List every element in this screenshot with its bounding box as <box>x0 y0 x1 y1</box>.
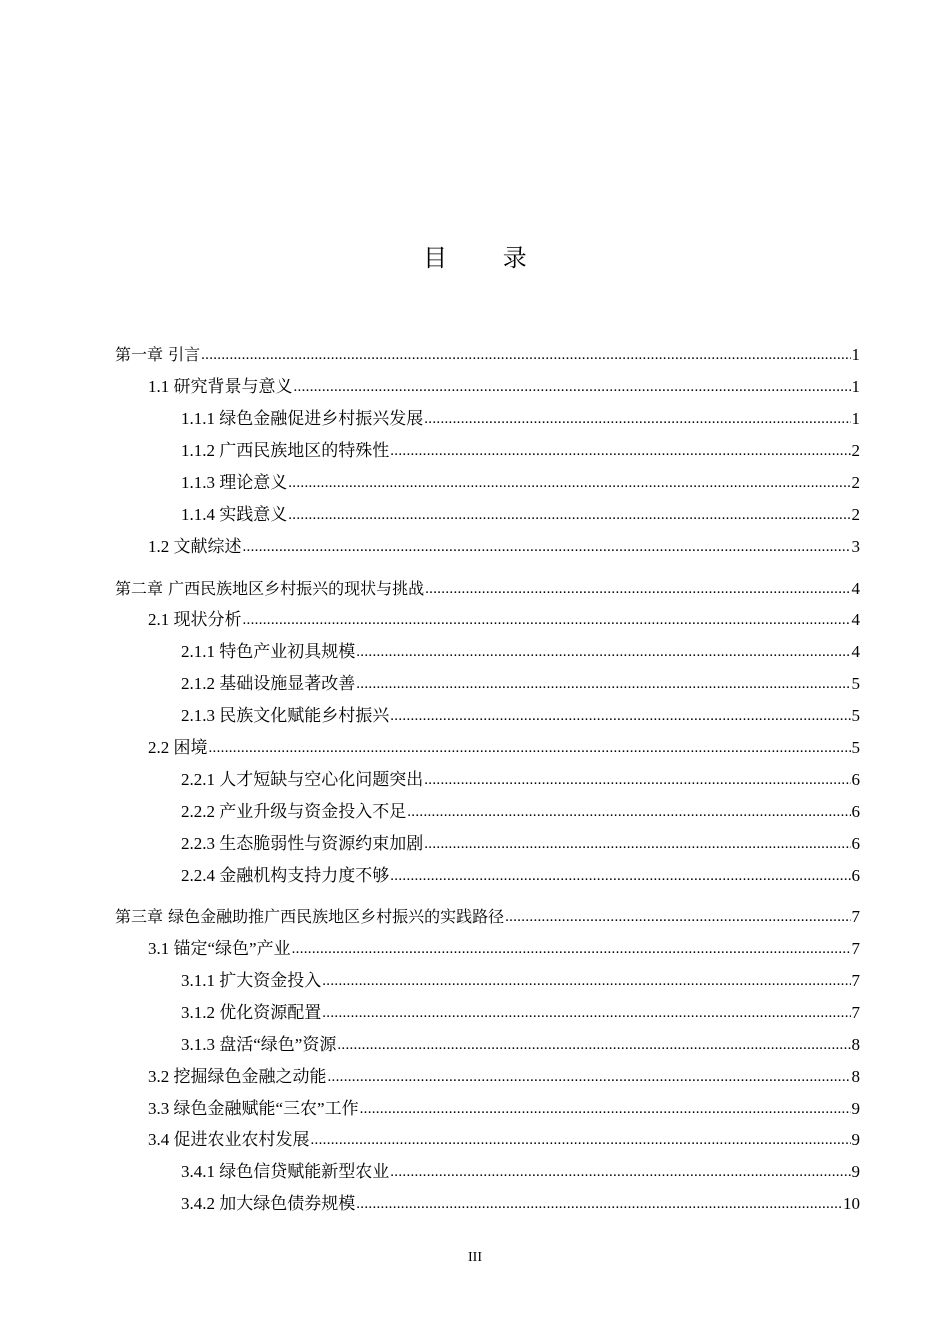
toc-label: 第一章 引言 <box>115 345 201 364</box>
toc-page-number: 6 <box>851 770 860 789</box>
leader-dots <box>243 607 851 633</box>
toc-label: 3.1 锚定“绿色”产业 <box>148 939 291 958</box>
leader-dots <box>356 671 850 697</box>
toc-page-number: 3 <box>851 537 860 556</box>
leader-dots <box>505 904 850 930</box>
toc-label: 3.3 绿色金融赋能“三农”工作 <box>148 1099 359 1118</box>
leader-dots <box>407 799 850 825</box>
toc-entry-chapter-1[interactable] <box>115 342 860 368</box>
leader-dots <box>360 1096 851 1122</box>
toc-label: 2.1 现状分析 <box>148 610 242 629</box>
leader-dots <box>328 1064 851 1090</box>
toc-page-number: 6 <box>851 802 860 821</box>
toc-label: 1.1.2 广西民族地区的特殊性 <box>181 441 390 460</box>
toc-entry-3-4[interactable] <box>148 1127 860 1153</box>
leader-dots <box>201 342 850 368</box>
leader-dots <box>311 1127 851 1153</box>
toc-label: 2.2.3 生态脆弱性与资源约束加剧 <box>181 834 424 853</box>
toc-label: 1.1.4 实践意义 <box>181 505 288 524</box>
leader-dots <box>390 703 850 729</box>
leader-dots <box>322 968 850 994</box>
page-title: 目 录 <box>423 244 551 272</box>
toc-label: 3.1.1 扩大资金投入 <box>181 971 322 990</box>
toc-entry-3-1-1[interactable] <box>181 968 860 994</box>
toc-label: 2.2.1 人才短缺与空心化问题突出 <box>181 770 424 789</box>
toc-entry-3-1[interactable] <box>148 936 860 962</box>
toc-label: 3.4.2 加大绿色债券规模 <box>181 1194 356 1213</box>
toc-page-number: 2 <box>851 505 860 524</box>
toc-page-number: 4 <box>851 610 860 629</box>
leader-dots <box>424 767 850 793</box>
toc-label: 3.4 促进农业农村发展 <box>148 1130 310 1149</box>
toc-entry-3-1-2[interactable] <box>181 1000 860 1026</box>
toc-entry-1-1-1[interactable] <box>181 406 860 432</box>
toc-page-number: 9 <box>851 1099 860 1118</box>
toc-page-number: 10 <box>843 1194 860 1213</box>
toc-entry-3-2[interactable] <box>148 1064 860 1090</box>
toc-page-number: 7 <box>851 971 860 990</box>
toc-label: 1.2 文献综述 <box>148 537 242 556</box>
toc-entry-chapter-2[interactable] <box>115 576 860 602</box>
leader-dots <box>356 639 850 665</box>
leader-dots <box>390 1159 850 1185</box>
leader-dots <box>390 438 850 464</box>
toc-entry-2-2[interactable] <box>148 735 860 761</box>
toc-entry-3-4-1[interactable] <box>181 1159 860 1185</box>
toc-page-number: 5 <box>851 674 860 693</box>
toc-label: 2.2.4 金融机构支持力度不够 <box>181 866 390 885</box>
toc-entry-2-2-3[interactable] <box>181 831 860 857</box>
leader-dots <box>356 1191 842 1217</box>
toc-page-number: 7 <box>851 939 860 958</box>
toc-entry-2-2-4[interactable] <box>181 863 860 889</box>
toc-page-number: 9 <box>851 1162 860 1181</box>
toc-label: 1.1 研究背景与意义 <box>148 377 293 396</box>
toc-label: 2.1.1 特色产业初具规模 <box>181 642 356 661</box>
toc-label: 3.4.1 绿色信贷赋能新型农业 <box>181 1162 390 1181</box>
toc-page-number: 6 <box>851 834 860 853</box>
toc-page-number: 9 <box>851 1130 860 1149</box>
toc-page-number: 4 <box>851 642 860 661</box>
toc-label: 1.1.1 绿色金融促进乡村振兴发展 <box>181 409 424 428</box>
toc-label: 3.1.2 优化资源配置 <box>181 1003 322 1022</box>
toc-entry-chapter-3[interactable] <box>115 904 860 930</box>
toc-entry-3-3[interactable] <box>148 1096 860 1122</box>
toc-entry-3-4-2[interactable] <box>181 1191 860 1217</box>
toc-entry-1-2[interactable] <box>148 534 860 560</box>
toc-page-number: 7 <box>851 1003 860 1022</box>
leader-dots <box>294 374 851 400</box>
toc-label: 2.1.2 基础设施显著改善 <box>181 674 356 693</box>
toc-page-number: 7 <box>851 907 860 926</box>
toc-entry-1-1-2[interactable] <box>181 438 860 464</box>
toc-page-number: 8 <box>851 1035 860 1054</box>
leader-dots <box>337 1032 850 1058</box>
toc-label: 3.2 挖掘绿色金融之动能 <box>148 1067 327 1086</box>
toc-entry-3-1-3[interactable] <box>181 1032 860 1058</box>
toc-page-number: 5 <box>851 706 860 725</box>
toc-page-number: 5 <box>851 738 860 757</box>
leader-dots <box>424 831 850 857</box>
leader-dots <box>243 534 851 560</box>
toc-label: 第三章 绿色金融助推广西民族地区乡村振兴的实践路径 <box>115 907 505 926</box>
leader-dots <box>322 1000 850 1026</box>
toc-page-number: 1 <box>851 377 860 396</box>
leader-dots <box>425 576 850 602</box>
toc-entry-2-2-2[interactable] <box>181 799 860 825</box>
toc-label: 3.1.3 盘活“绿色”资源 <box>181 1035 337 1054</box>
toc-page-number: 1 <box>851 345 860 364</box>
toc-entry-2-1[interactable] <box>148 607 860 633</box>
toc-page-number: 4 <box>851 579 860 598</box>
toc-entry-2-1-3[interactable] <box>181 703 860 729</box>
leader-dots <box>209 735 851 761</box>
toc-page-number: 6 <box>851 866 860 885</box>
toc-label: 2.2.2 产业升级与资金投入不足 <box>181 802 407 821</box>
page-number-footer: III <box>468 1250 482 1265</box>
toc-label: 1.1.3 理论意义 <box>181 473 288 492</box>
toc-page-number: 2 <box>851 473 860 492</box>
leader-dots <box>288 502 850 528</box>
leader-dots <box>292 936 851 962</box>
leader-dots <box>424 406 850 432</box>
toc-label: 2.2 困境 <box>148 738 208 757</box>
toc-label: 第二章 广西民族地区乡村振兴的现状与挑战 <box>115 579 425 598</box>
toc-page-number: 8 <box>851 1067 860 1086</box>
toc-entry-1-1-4[interactable] <box>181 502 860 528</box>
leader-dots <box>288 470 850 496</box>
toc-entry-1-1-3[interactable] <box>181 470 860 496</box>
toc-page-number: 2 <box>851 441 860 460</box>
toc-entry-1-1[interactable] <box>148 374 860 400</box>
toc-label: 2.1.3 民族文化赋能乡村振兴 <box>181 706 390 725</box>
toc-page-number: 1 <box>851 409 860 428</box>
toc-entry-2-2-1[interactable] <box>181 767 860 793</box>
toc-entry-2-1-2[interactable] <box>181 671 860 697</box>
toc-entry-2-1-1[interactable] <box>181 639 860 665</box>
leader-dots <box>390 863 850 889</box>
